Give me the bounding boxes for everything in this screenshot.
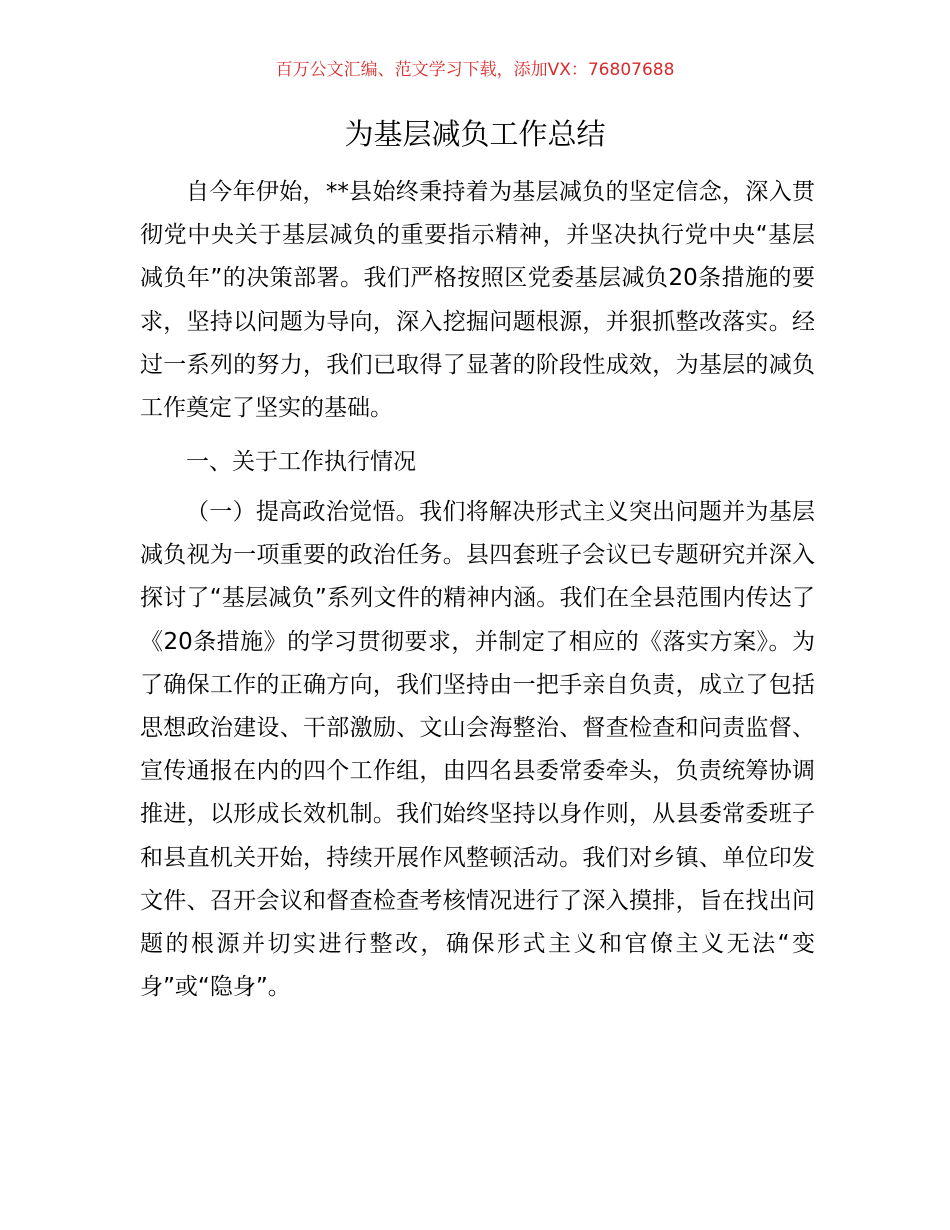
body-paragraph-1-block	[140, 171, 815, 430]
header-note: 百万公文汇编、范文学习下载，添加VX：76807688	[275, 60, 675, 80]
body-paragraph-2-block	[140, 491, 815, 1009]
body-paragraph-2: （一）提高政治觉悟。我们将解决形式主义突出问题并为基层减负视为一项重要的政治任务。县四套班子会议已专题研究并深入探讨了“基层减负”系列文件的精神内涵。我们在全县范围内传达了《20条措施》的学习贯彻要求，并制定了相应的《落实方案》。为了确保工作的正确方向，我们坚持由一把手亲自负责，成立了包括思想政治建设、干部激励、文山会海整治、督查检查和问责监督、宣传通报在内的四个工作组，由四名县委常委牵头，负责统筹协调推进，以形成长效机制。我们始终坚持以身作则，从县委常委班子和县直机关开始，持续开展作风整顿活动。我们对乡镇、单位印发文件、召开会议和督查检查考核情况进行了深入摸排，旨在找出问题的根源并切实进行整改，确保形式主义和官僚主义无法“变身”或“隐身”。	[140, 499, 815, 1001]
section-heading-1: 一、关于工作执行情况	[186, 449, 416, 475]
section-heading-1-block	[140, 441, 815, 484]
body-paragraph-1: 自今年伊始，**县始终秉持着为基层减负的坚定信念，深入贯彻党中央关于基层减负的重要指示精神，并坚决执行党中央“基层减负年”的决策部署。我们严格按照区党委基层减负20条措施的要求，坚持以问题为导向，深入挖掘问题根源，并狠抓整改落实。经过一系列的努力，我们已取得了显著的阶段性成效，为基层的减负工作奠定了坚实的基础。	[140, 179, 815, 422]
document-title: 为基层减负工作总结	[344, 117, 606, 151]
